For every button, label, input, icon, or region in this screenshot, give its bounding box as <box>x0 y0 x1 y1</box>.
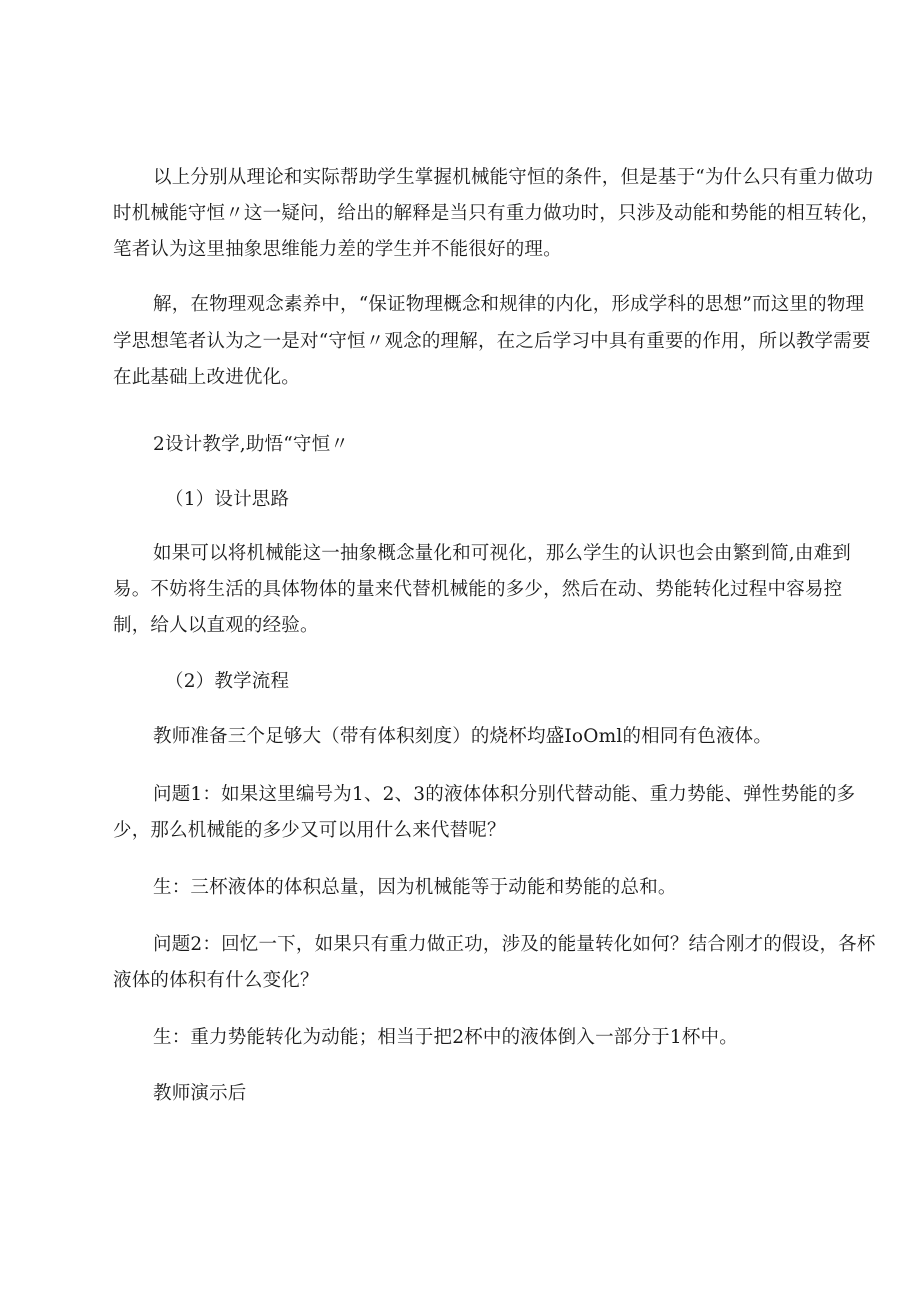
text-line: 在此基础上改进优化。 <box>113 367 301 388</box>
subsection-heading-design-idea: （1）设计思路 <box>165 489 290 510</box>
paragraph-student-answer-2: 生：重力势能转化为动能；相当于把2杯中的液体倒入一部分于1杯中。 <box>153 1027 738 1048</box>
text-line: 学思想笔者认为之一是对“守恒〃观念的理解，在之后学习中具有重要的作用，所以教学需要 <box>113 331 871 352</box>
paragraph-student-answer-1: 生：三杯液体的体积总量，因为机械能等于动能和势能的总和。 <box>153 877 677 898</box>
subsection-heading-teaching-process: （2）教学流程 <box>165 671 290 692</box>
paragraph-teacher-demo: 教师演示后 <box>153 1083 247 1104</box>
text-line: 液体的体积有什么变化？ <box>113 970 319 991</box>
text-line: 易。不妨将生活的具体物体的量来代替机械能的多少，然后在动、势能转化过程中容易控 <box>113 579 843 600</box>
text-line: 笔者认为这里抽象思维能力差的学生并不能很好的理。 <box>113 239 562 260</box>
text-line: 以上分别从理论和实际帮助学生掌握机械能守恒的条件，但是基于“为什么只有重力做功 <box>153 167 874 188</box>
section-heading: 2设计教学,助悟“守恒〃 <box>153 434 350 455</box>
text-line: 制，给人以直观的经验。 <box>113 615 319 636</box>
text-line: 解，在物理观念素养中，“保证物理概念和规律的内化，形成学科的思想”而这里的物理 <box>153 294 865 315</box>
text-line: 时机械能守恒〃这一疑问，给出的解释是当只有重力做功时，只涉及动能和势能的相互转化， <box>113 203 880 224</box>
text-line: 如果可以将机械能这一抽象概念量化和可视化，那么学生的认识也会由繁到简,由难到 <box>153 543 851 564</box>
text-line: 少，那么机械能的多少又可以用什么来代替呢？ <box>113 820 506 841</box>
text-line: 问题1：如果这里编号为1、2、3的液体体积分别代替动能、重力势能、弹性势能的多 <box>153 784 856 805</box>
text-line: 问题2：回忆一下，如果只有重力做正功，涉及的能量转化如何？结合刚才的假设，各杯 <box>153 934 876 955</box>
paragraph-teacher-prepares: 教师准备三个足够大（带有体积刻度）的烧杯均盛IoOml的相同有色液体。 <box>153 726 773 747</box>
